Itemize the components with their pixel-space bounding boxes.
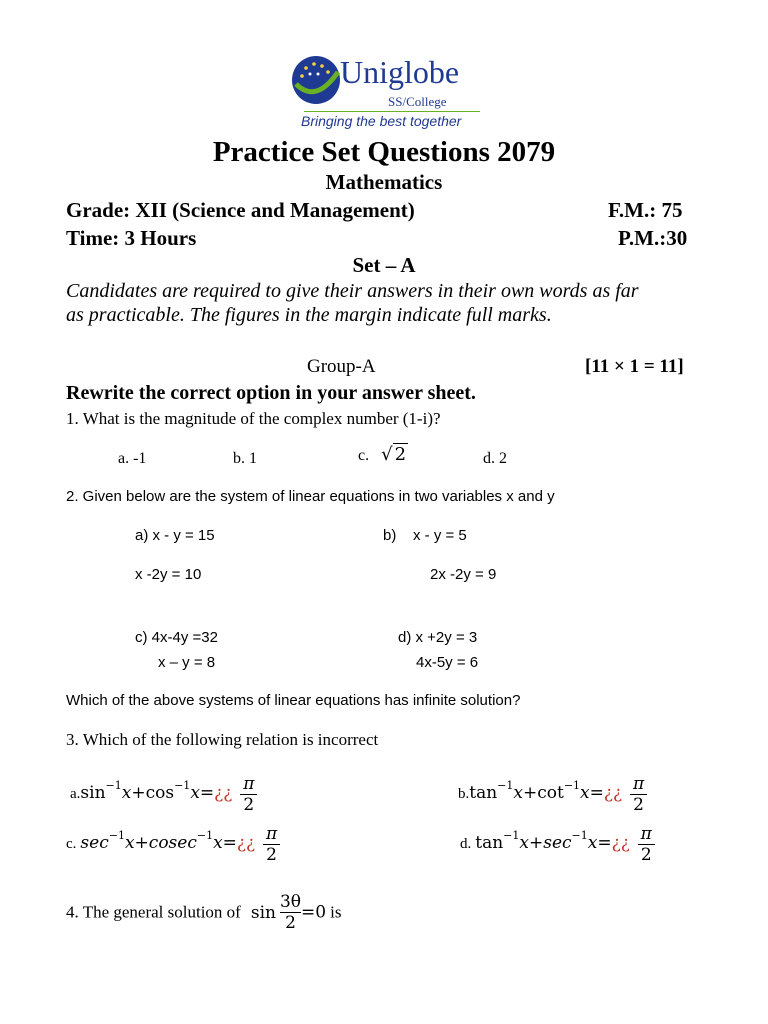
q2-system-a-eq1: a) x - y = 15 bbox=[135, 527, 215, 544]
q1-radicand: 2 bbox=[394, 444, 407, 465]
q4-suffix: is bbox=[330, 902, 342, 922]
q1-option-a: a. -1 bbox=[118, 450, 147, 467]
instructions-line-1: Candidates are required to give their answers in their own words as far bbox=[66, 280, 639, 302]
q2-system-b-eq1: b) x - y = 5 bbox=[383, 527, 467, 544]
q2-system-d-eq1: d) x +2y = 3 bbox=[398, 629, 478, 646]
pi-over-2-fraction: $\frac{\pi}{2}$ bbox=[630, 774, 647, 815]
q1-option-c bbox=[358, 444, 408, 465]
q3-option-a-label: a. bbox=[70, 786, 81, 803]
q2-system-c-eq1: c) 4x-4y =32 bbox=[135, 629, 218, 646]
q4-function: sin bbox=[250, 902, 276, 923]
group-a-title: Group-A bbox=[307, 356, 376, 377]
q3-option-b-label: b. bbox=[458, 786, 470, 803]
pass-marks: P.M.:30 bbox=[618, 226, 688, 250]
grade: Grade: XII (Science and Management) bbox=[66, 198, 415, 222]
full-marks: F.M.: 75 bbox=[608, 198, 683, 222]
q2-system-b-eq2: 2x -2y = 9 bbox=[430, 566, 497, 583]
q3-option-d: d. $\tan^{-1}x+\sec^{-1}x=¿¿$ $\frac{\pi}{2}$ bbox=[460, 824, 655, 865]
subject: Mathematics bbox=[325, 170, 443, 194]
q1-text: 1. What is the magnitude of the complex number (1-i)? bbox=[66, 409, 441, 428]
time: Time: 3 Hours bbox=[66, 226, 197, 250]
logo-tagline: Bringing the best together bbox=[301, 113, 462, 129]
q2-text: 2. Given below are the system of linear equations in two variables x and y bbox=[66, 488, 555, 505]
logo-sub: SS/College bbox=[388, 94, 447, 109]
logo-name: Uniglobe bbox=[340, 54, 460, 90]
q1-option-c-label: c. bbox=[358, 447, 370, 464]
q3-option-c: c. $\sec^{-1}x+cosec^{-1}x=¿¿$ $\frac{\pi}{2}$ bbox=[66, 824, 280, 865]
q3-text: 3. Which of the following relation is incorrect bbox=[66, 730, 379, 749]
globe-logo-icon bbox=[290, 54, 342, 106]
q2-system-d-eq2: 4x-5y = 6 bbox=[416, 654, 479, 671]
q4-line bbox=[66, 892, 341, 933]
q2-question: Which of the above systems of linear equations has infinite solution? bbox=[66, 692, 521, 709]
q2-system-a-eq2: x -2y = 10 bbox=[135, 566, 202, 583]
group-a-marks: [11 × 1 = 11] bbox=[585, 356, 684, 377]
q3-option-a: $a.\sin^{-1}x+\cos^{-1}x=¿¿$ $\frac{\pi}{2}$ bbox=[70, 774, 257, 815]
q3-option-d-label: d. bbox=[460, 836, 472, 853]
logo-divider bbox=[304, 111, 480, 112]
q4-denominator: 2 bbox=[280, 912, 301, 933]
q3-option-c-label: c. bbox=[66, 836, 77, 853]
page-title: Practice Set Questions 2079 bbox=[212, 136, 556, 168]
q4-rhs: =0 bbox=[301, 902, 327, 923]
square-root-icon: √ 2 bbox=[381, 444, 407, 465]
q1-option-b: b. 1 bbox=[233, 450, 257, 467]
pi-over-2-fraction: $\frac{\pi}{2}$ bbox=[638, 824, 655, 865]
instructions-line-2: as practicable. The figures in the margin indicate full marks. bbox=[66, 304, 552, 326]
q1-option-d: d. 2 bbox=[483, 450, 507, 467]
q4-prefix: 4. The general solution of bbox=[66, 902, 241, 922]
q2-system-c-eq2: x – y = 8 bbox=[158, 654, 216, 671]
q4-numerator: 3θ bbox=[279, 892, 302, 912]
college-logo bbox=[290, 50, 490, 132]
q3-option-b: $b.\tan^{-1}x+\cot^{-1}x=¿¿$ $\frac{\pi}{2}$ bbox=[458, 774, 647, 815]
pi-over-2-fraction: $\frac{\pi}{2}$ bbox=[240, 774, 257, 815]
set-label: Set – A bbox=[352, 253, 416, 277]
group-a-instruction: Rewrite the correct option in your answer sheet. bbox=[66, 382, 476, 404]
three-theta-over-2-fraction bbox=[280, 892, 301, 933]
pi-over-2-fraction: $\frac{\pi}{2}$ bbox=[263, 824, 280, 865]
